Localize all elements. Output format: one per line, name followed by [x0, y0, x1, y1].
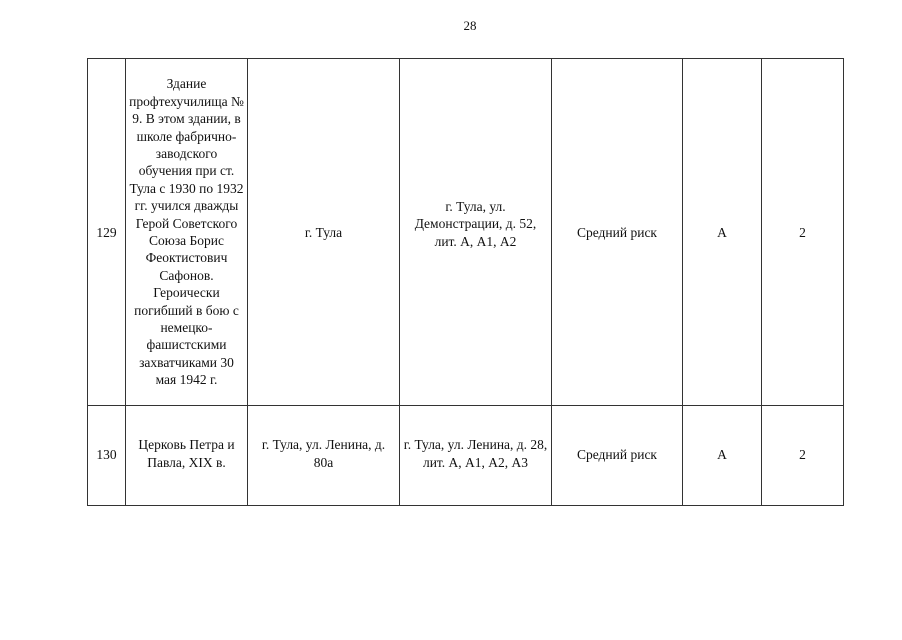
category-cell — [683, 406, 762, 506]
risk-cell — [552, 406, 683, 506]
category: А — [717, 224, 727, 240]
object-name: Здание профтехучилища № 9. В этом здании, в школе фабрично-заводского обучения при ст. Тула с 1930 по 1932 гг. учился дважды Герой Советского Союза Борис Феоктистович Сафонов. Героически погибший в бою с немецко-фашистскими захватчиками 30 мая 1942 г. — [129, 76, 244, 388]
risk-level: Средний риск — [576, 447, 657, 462]
risk-class-cell — [762, 406, 844, 506]
row-number: 129 — [96, 224, 117, 240]
risk-class-cell — [762, 59, 844, 406]
municipality: г. Тула, ул. Ленина, д. 80а — [261, 437, 386, 470]
row-number-cell — [88, 406, 126, 506]
risk-class: 2 — [799, 224, 806, 240]
object-name: Церковь Петра и Павла, XIX в. — [138, 437, 235, 470]
address-cell — [400, 59, 552, 406]
address: г. Тула, ул. Ленина, д. 28, лит. А, А1, А2, А3 — [403, 437, 548, 470]
row-number-cell — [88, 59, 126, 406]
object-name-cell — [126, 406, 248, 506]
page-number: 28 — [463, 18, 477, 33]
risk-class: 2 — [799, 447, 806, 462]
row-number: 130 — [96, 447, 117, 462]
municipality: г. Тула — [304, 224, 343, 240]
municipality-cell — [248, 406, 400, 506]
registry-table — [87, 58, 844, 506]
category-cell — [683, 59, 762, 406]
table-row — [88, 406, 844, 506]
address: г. Тула, ул. Демонстрации, д. 52, лит. А, А1, А2 — [414, 198, 537, 249]
category: А — [717, 447, 727, 462]
table-row — [88, 59, 844, 406]
municipality-cell — [248, 59, 400, 406]
risk-level: Средний риск — [576, 224, 657, 240]
object-name-cell — [126, 59, 248, 406]
risk-cell — [552, 59, 683, 406]
address-cell — [400, 406, 552, 506]
